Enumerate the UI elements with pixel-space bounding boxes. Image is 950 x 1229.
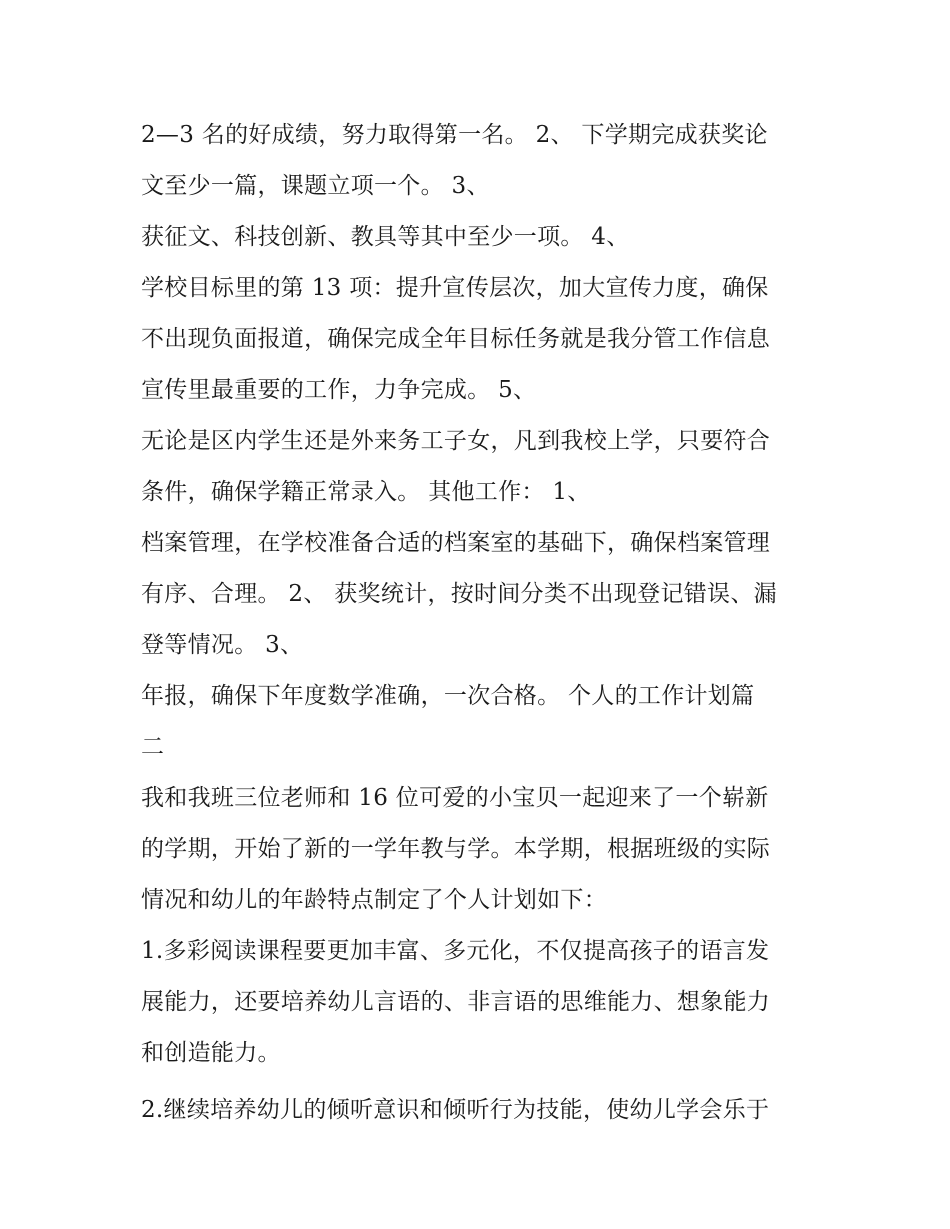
list-item-2-line-1: 2.继续培养幼儿的倾听意识和倾听行为技能，使幼儿学会乐于 — [141, 1097, 770, 1123]
list-item-1-line-2: 展能力，还要培养幼儿言语的、非言语的思维能力、想象能力 — [141, 989, 771, 1015]
text-line-7: 无论是区内学生还是外来务工子女，凡到我校上学，只要符合 — [141, 428, 771, 454]
text-line-6: 宣传里最重要的工作，力争完成。 5、 — [141, 377, 537, 403]
document-body — [141, 110, 841, 1136]
list-item-1-line-3: 和创造能力。 — [141, 1040, 281, 1066]
text-line-4: 学校目标里的第 13 项：提升宣传层次，加大宣传力度，确保 — [141, 275, 769, 301]
text-line-16: 情况和幼儿的年龄特点制定了个人计划如下： — [141, 887, 607, 913]
list-item-1-line-1: 1.多彩阅读课程要更加丰富、多元化，不仅提高孩子的语言发 — [141, 938, 770, 964]
text-line-15: 的学期，开始了新的一学年教与学。本学期，根据班级的实际 — [141, 836, 771, 862]
text-line-2: 文至少一篇，课题立项一个。 3、 — [141, 173, 490, 199]
text-line-3: 获征文、科技创新、教具等其中至少一项。 4、 — [141, 224, 630, 250]
section-heading-2: 二 — [141, 734, 165, 760]
text-line-8: 条件，确保学籍正常录入。 其他工作： 1、 — [141, 479, 591, 505]
text-line-14: 我和我班三位老师和 16 位可爱的小宝贝一起迎来了一个崭新 — [141, 785, 769, 811]
text-line-9: 档案管理，在学校准备合适的档案室的基础下，确保档案管理 — [141, 530, 771, 556]
text-line-5: 不出现负面报道，确保完成全年目标任务就是我分管工作信息 — [141, 326, 771, 352]
text-line-11: 登等情况。 3、 — [141, 632, 304, 658]
text-line-10: 有序、合理。 2、 获奖统计，按时间分类不出现登记错误、漏 — [141, 581, 777, 607]
text-line-1: 2—3 名的好成绩，努力取得第一名。 2、 下学期完成获奖论 — [141, 122, 768, 148]
text-line-12: 年报，确保下年度数学准确，一次合格。 个人的工作计划篇 — [141, 683, 755, 709]
